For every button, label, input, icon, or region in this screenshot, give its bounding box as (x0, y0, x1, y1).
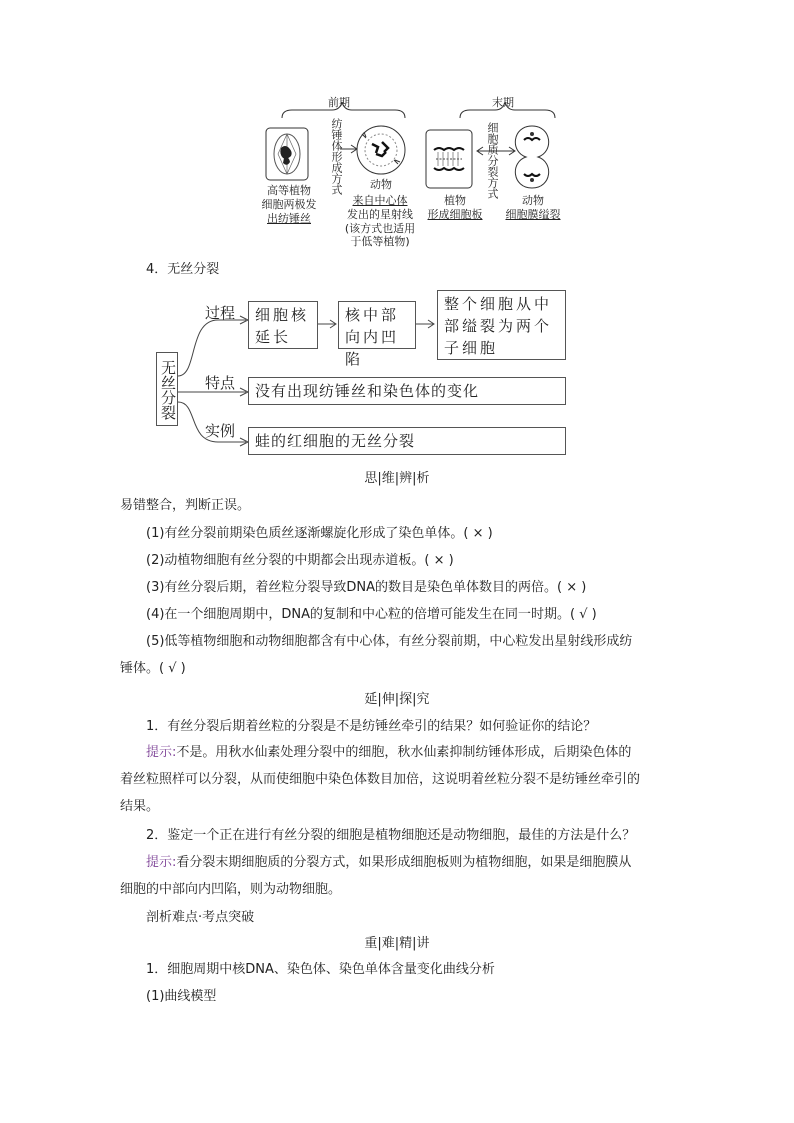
animal-telo-caption: 动物 细胞膜缢裂 (505, 194, 561, 221)
process-step-2: 核中部向内凹陷 (338, 301, 416, 349)
judgment-item: (3)有丝分裂后期，着丝粒分裂导致DNA的数目是染色单体数目的两倍。( × ) (146, 580, 587, 595)
extension-title: 延|伸|探|究 (364, 692, 430, 707)
process-label: 过程 (205, 304, 236, 322)
plant-high-caption: 高等植物 细胞两极发 出纺锤丝 (261, 184, 317, 225)
analysis-item-1: 1．细胞周期中核DNA、染色体、染色单体含量变化曲线分析 (146, 962, 495, 977)
analysis-title: 重|难|精|讲 (364, 936, 430, 951)
feature-box: 没有出现纺锤丝和染色体的变化 (248, 377, 566, 405)
analysis-item-1-sub: (1)曲线模型 (146, 989, 217, 1004)
hint-label: 提示: (146, 855, 177, 870)
example-box: 蛙的红细胞的无丝分裂 (248, 427, 566, 455)
amitosis-root-box: 无丝分裂 (156, 352, 178, 426)
question-1: 1．有丝分裂后期着丝粒的分裂是不是纺锤丝牵引的结果？如何验证你的结论？ (146, 719, 597, 734)
thinking-title: 思|维|辨|析 (364, 471, 430, 486)
arrow-right-icon (416, 318, 436, 330)
answer-2-line-1: 提示:看分裂末期细胞质的分裂方式，如果形成细胞板则为植物细胞，如果是细胞膜从 (146, 855, 632, 870)
judgment-item: (5)低等植物细胞和动物细胞都含有中心体，有丝分裂前期，中心粒发出星射线形成纺 (146, 634, 633, 649)
cytoplasm-method-label: 细胞质分裂方式 (486, 122, 499, 199)
spindle-method-label: 纺锤体形成方式 (330, 118, 343, 195)
figure-brackets (270, 98, 580, 122)
animal-telophase-cell-image (508, 122, 556, 192)
judgment-item-cont: 锤体。( √ ) (120, 661, 186, 676)
arrow-right-icon (318, 318, 338, 330)
process-step-1: 细胞核延长 (248, 301, 318, 349)
answer-1-line-3: 结果。 (120, 799, 160, 814)
answer-2-line-2: 细胞的中部向内凹陷，则为动物细胞。 (120, 882, 342, 897)
judgment-item: (4)在一个细胞周期中，DNA的复制和中心粒的倍增可能发生在同一时期。( √ ) (146, 607, 597, 622)
plant-telo-caption: 植物 形成细胞板 (427, 194, 483, 221)
plant-telophase-cell-image (424, 128, 474, 190)
animal-caption-title: 动物 (370, 178, 392, 191)
animal-prophase-cell-image (354, 124, 408, 176)
telophase-label: 末期 (492, 96, 514, 109)
question-2: 2．鉴定一个正在进行有丝分裂的细胞是植物细胞还是动物细胞，最佳的方法是什么？ (146, 828, 636, 843)
plant-prophase-cell-image (264, 126, 310, 182)
process-step-3: 整个细胞从中部缢裂为两个子细胞 (437, 290, 566, 360)
section-heading: 4．无丝分裂 (146, 262, 220, 277)
feature-label: 特点 (205, 374, 236, 392)
hint-label: 提示: (146, 745, 177, 760)
analysis-heading: 剖析难点·考点突破 (146, 910, 255, 925)
example-label: 实例 (205, 422, 236, 440)
prophase-label: 前期 (328, 96, 350, 109)
thinking-intro: 易错整合，判断正误。 (120, 498, 251, 513)
judgment-item: (2)动植物细胞有丝分裂的中期都会出现赤道板。( × ) (146, 553, 454, 568)
judgment-item: (1)有丝分裂前期染色质丝逐渐螺旋化形成了染色单体。( × ) (146, 526, 493, 541)
answer-1-line-2: 着丝粒照样可以分裂，从而使细胞中染色体数目加倍，这说明着丝粒分裂不是纺锤丝牵引的 (120, 772, 641, 787)
animal-caption: 来自中心体 发出的星射线 (该方式也适用 于低等植物) (344, 194, 416, 249)
answer-1-line-1: 提示:不是。用秋水仙素处理分裂中的细胞，秋水仙素抑制纺锤体形成，后期染色体的 (146, 745, 632, 760)
